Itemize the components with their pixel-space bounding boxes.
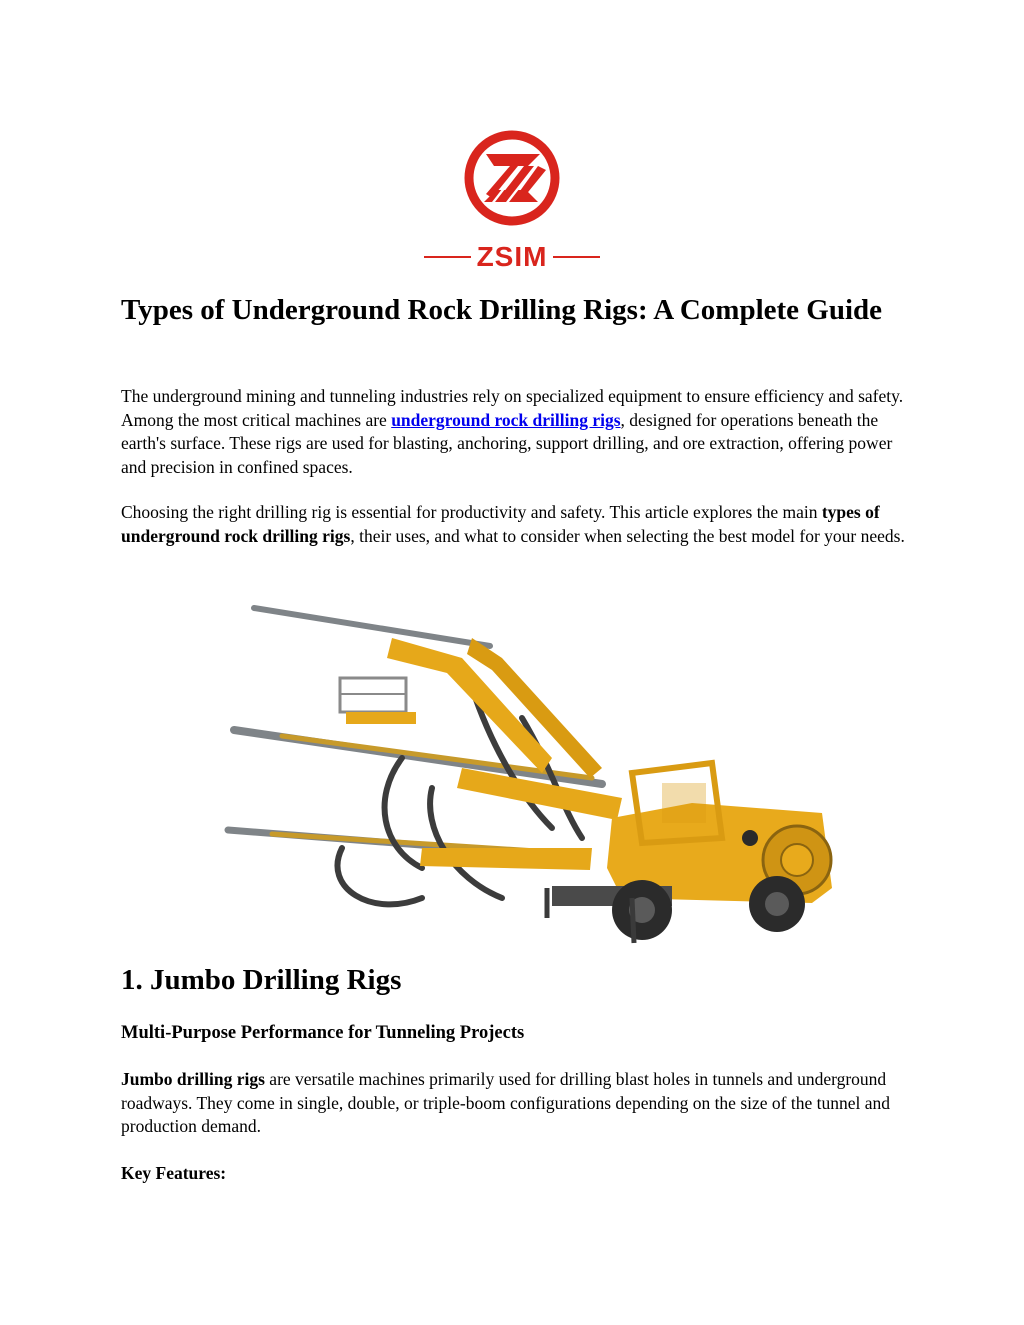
logo-text: ZSIM [476, 241, 548, 272]
rock-drilling-rigs-link[interactable]: underground rock drilling rigs [391, 409, 621, 430]
key-features-label: Key Features: [121, 1163, 227, 1183]
section-body-bold: Jumbo drilling rigs [121, 1069, 265, 1089]
zsim-logo [424, 114, 600, 274]
intro-paragraph [121, 385, 911, 479]
section-body [121, 1068, 911, 1139]
intro-text-before: The underground mining and tunneling industries rely on specialized equipment to ensure efficiency and safety. Among the most critical machines are [121, 386, 904, 430]
logo-right-rule [553, 256, 600, 258]
intro-text-after: , designed for operations beneath the earth's surface. These rigs are used for blasting, anchoring, support drilling, and ore extraction, offering power and precision in confined spaces. [121, 409, 893, 477]
second-paragraph [121, 501, 911, 548]
second-text-before: Choosing the right drilling rig is essential for productivity and safety. This article explores the main [121, 502, 822, 522]
article-title: Types of Underground Rock Drilling Rigs: A Complete Guide [121, 294, 883, 326]
section-body-text: are versatile machines primarily used for drilling blast holes in tunnels and underground roadways. They come in single, double, or triple-boom configurations depending on the size of the tunnel and production demand. [121, 1069, 891, 1136]
jumbo-drilling-rig-image [222, 598, 836, 950]
zsim-logo-icon [424, 114, 600, 242]
second-bold-phrase: types of underground rock drilling rigs [121, 502, 880, 546]
logo-wordmark [424, 242, 600, 272]
logo-left-rule [424, 256, 471, 258]
second-text-after: , their uses, and what to consider when selecting the best model for your needs. [350, 525, 905, 546]
section-heading: 1. Jumbo Drilling Rigs [121, 964, 402, 996]
section-subheading: Multi-Purpose Performance for Tunneling Projects [121, 1023, 525, 1043]
